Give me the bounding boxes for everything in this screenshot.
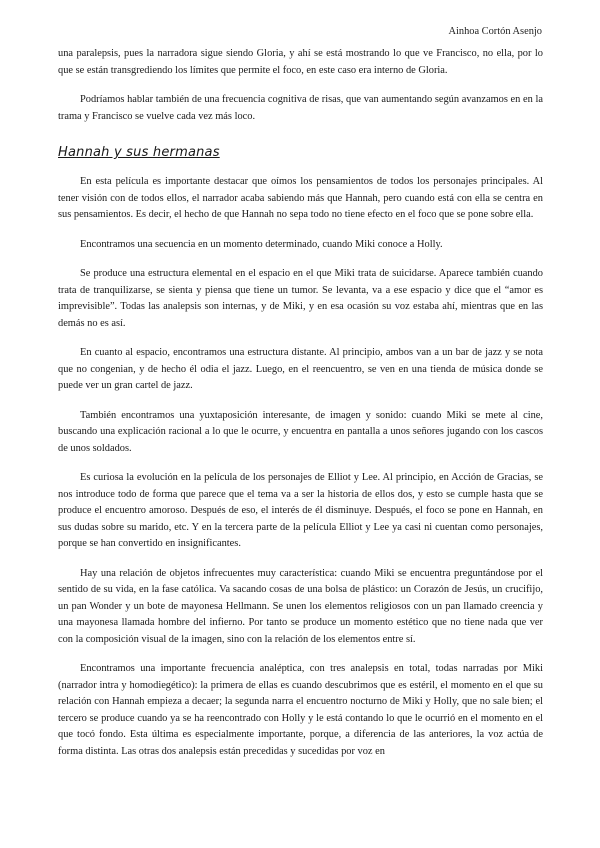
document-body [58,46,543,773]
section-heading: Hannah y sus hermanas [58,145,220,160]
paragraph: Hay una relación de objetos infrecuentes muy característica: cuando Miki se encuentra preguntándose por el sentido de su vida, en la fase católica. Va sacando cosas de una bolsa de plástico: un Corazón de Jesús, un crucifijo, un pan Wonder y un bote de mayonesa Hellmann. Se unen los elementos religiosos con un pan llamado creencia y una mayonesa llamada hombre del infierno. Por tanto se produce un momento estético que no tiene nada que ver con la composición visual de la imagen, sino con la relación de los elementos entre sí. [58,567,543,645]
paragraph: una paralepsis, pues la narradora sigue siendo Gloria, y ahí se está mostrando lo que ve Francisco, no ella, por lo que se están transgrediendo los límites que permite el foco, en este caso era interno de Gloria. [58,48,543,76]
header-author: Ainhoa Cortón Asenjo [448,26,542,37]
paragraph: Encontramos una importante frecuencia analéptica, con tres analepsis en total, todas narradas por Miki (narrador intra y homodiegético): la primera de ellas es cuando descubrimos que es estéril, el momento en el que su relación con Hannah empieza a decaer; la segunda narra el encuentro nocturno de Miki y Holly, que no sale bien; el tercero se produce cuando ya se ha reencontrado con Holly y le está contando lo que le ocurrió en el momento en el que tocó fondo. Esta última es especialmente importante, porque, a diferencia de las anteriores, la voz actúa de forma distinta. Las otras dos analepsis están precedidas y sucedidas por voz en [58,663,543,757]
paragraph: Se produce una estructura elemental en el espacio en el que Miki trata de suicidarse. Aparece también cuando trata de tranquilizarse, se sienta y piensa que tiene un tumor. Se levanta, va a ese espacio y dice que el “amor es imprevisible”. Todas las analepsis son internas, y de Miki, y en esa ocasión su voz estaba ahí, mientras que en las demás no es así. [58,268,543,329]
paragraph: Encontramos una secuencia en un momento determinado, cuando Miki conoce a Holly. [80,238,443,250]
paragraph: Es curiosa la evolución en la película de los personajes de Elliot y Lee. Al principio, en Acción de Gracias, se nos introduce todo de forma que parece que el tema va a ser la historia de ellos dos, y esto se cumple hasta que se produce el encuentro amoroso. Después de eso, el interés de él disminuye. Después, el foco se pone en Hannah, en sus dudas sobre su marido, etc. Y en la tercera parte de la película Elliot y Lee ya casi ni cuentan como personajes, porque se han convertido en insignificantes. [58,472,543,549]
paragraph: También encontramos una yuxtaposición interesante, de imagen y sonido: cuando Miki se mete al cine, buscando una explicación racional a lo que le ocurre, y encuentra en pantalla a unos señores jugando con los cascos de unos soldados. [58,409,543,454]
paragraph: Podríamos hablar también de una frecuencia cognitiva de risas, que van aumentando según avanzamos en en la trama y Francisco se vuelve cada vez más loco. [58,94,543,122]
paragraph: En cuanto al espacio, encontramos una estructura distante. Al principio, ambos van a un bar de jazz y se nota que no congenian, y de hecho él odia el jazz. Luego, en el reencuentro, se ven en una tienda de música donde se puede ver un gran cartel de jazz. [58,347,543,391]
paragraph: En esta película es importante destacar que oímos los pensamientos de todos los personajes principales. Al tener visión con de todos ellos, el narrador acaba sabiendo más que Hannah, pero cuando está con ella se centra en sus pensamientos. Es decir, el hecho de que Hannah no sepa todo no tiene efecto en el foco que se pone sobre ella. [58,176,543,220]
